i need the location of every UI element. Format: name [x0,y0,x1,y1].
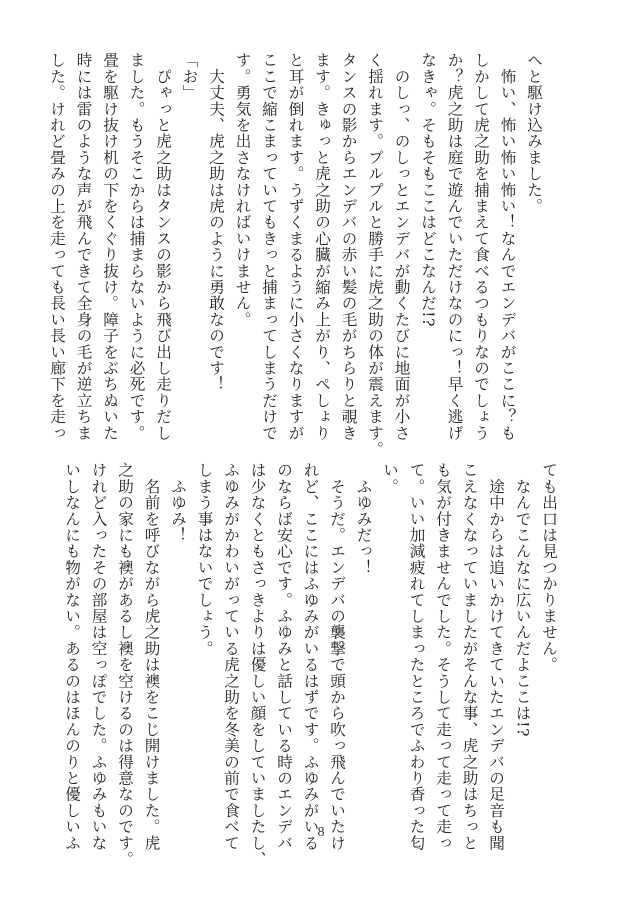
text-line: ます。きゅっと虎之助の心臓が縮み上がり、ぺしょり [313,52,331,441]
text-line: のしっ、のしっとエンデバが動くたびに地面が小さ [392,52,411,441]
text-line: 怖い、怖い怖い怖い！なんでエンデバがここに？も [498,52,517,441]
text-line: ここで縮こまっていてもきっと捕まってしまうだけで [260,52,278,441]
text-line: しかして虎之助を捕まえて食べるつもりなのでしょう [472,52,490,441]
text-line: へと駆け込みました。 [525,52,543,214]
text-line: こえなくなっていましたがそんな事、虎之助はちっと [460,462,479,851]
text-line: なきゃ。そもそもここはどこなんだ!? [419,52,437,328]
text-line: は少なくともさっきよりは優しい顔をしていましたし、 [248,462,267,867]
text-line: のならば安心です。ふゆみと話している時のエンデバ [275,462,293,851]
text-line: 之助の家にも襖があるし襖を空けるのは得意なのです。 [116,462,134,867]
text-line: いしなんにも物がない。あるのはほんのりと優しいふ [63,462,81,851]
text-line: しまう事はないでしょう。 [195,462,214,657]
text-line: ふゆみ！ [169,462,187,543]
text-line: そうだ。エンデバの襲撃で頭から吹っ飛んでいたけ [328,462,346,851]
text-line: 名前を呼びながら虎之助は襖をこじ開けました。虎 [142,462,161,851]
text-line: ました。もうそこからは捕まらないように必死です。 [127,52,146,441]
text-line: なんでこんなに広いんだよここは!? [513,462,532,738]
text-line: した。けれど畳みの上を走っても長い長い廊下を走っ [48,52,66,441]
text-line: ても出口は見つかりません。 [540,462,558,673]
text-line: か？虎之助は庭で遊んでいただけなのにっ！早く逃げ [445,52,464,441]
text-line: けれど入ったその部屋は空っぽでした。ふゆみもいな [89,462,108,851]
text-line: ふゆみがかわいがっている虎之助を冬美の前で食べて [222,462,240,851]
text-line: 畳を駆け抜け机の下をくぐり抜け。障子をぶちぬいた [101,52,119,441]
text-line: 「お」 [180,52,199,101]
text-line: 大丈夫、虎之助は虎のように勇敢なのです！ [207,52,225,393]
text-line: て。いい加減疲れてしまったところでふわり香った匂 [407,462,426,851]
text-line: 途中からは追いかけてきていたエンデバの足音も聞 [487,462,505,851]
text-line: す。勇気を出さなければいけません。 [233,52,252,328]
text-line: い。 [381,462,399,495]
text-line: く揺れます。プルプルと勝手に虎之助の体が震えます。 [366,52,384,457]
text-line: 時には雷のような声が飛んできて全身の毛が逆立ちま [74,52,93,441]
page-number: 8 [317,825,325,840]
text-line: も気が付きませんでした。そうして走って走って走っ [434,462,452,851]
text-line: れど、ここにはふゆみがいるはずです。ふゆみがいる [301,462,320,851]
text-line: ぴゃっと虎之助はタンスの影から飛び出し走りだし [154,52,172,441]
text-line: ふゆみだっ！ [354,462,373,576]
text-line: と耳が倒れます。うずくまるように小さくなりますが [286,52,305,441]
text-band-top [48,52,547,457]
text-band-bottom [63,462,562,867]
text-line: タンスの影からエンデバの赤い髪の毛がちらりと覗き [339,52,358,441]
